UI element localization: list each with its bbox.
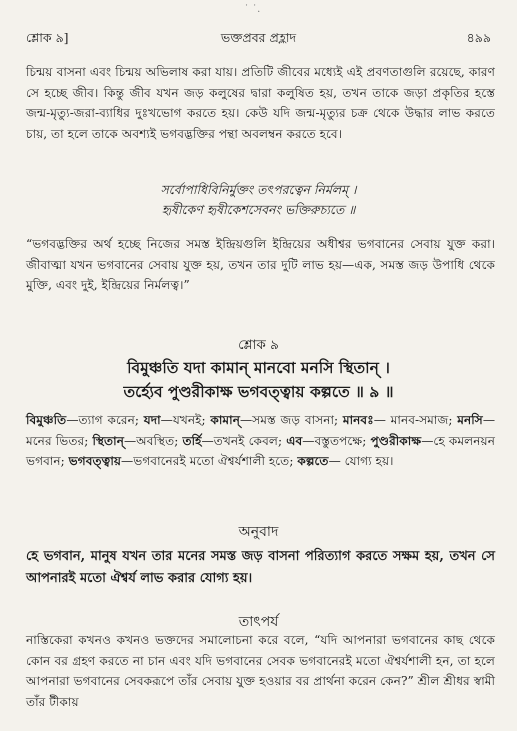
synonym-meaning: — যোগ্য হয়।	[328, 454, 394, 468]
synonym-meaning: —ভগবানেরই মতো ঐশ্বর্যশালী হতে;	[121, 454, 298, 468]
quote-verse	[0, 180, 517, 220]
intro-paragraph: চিন্ময় বাসনা এবং চিন্ময় অভিলাষ করা যায়। প্রতিটি জীবের মধ্যেই এই প্রবণতাগুলি রয়েছে, কারণ সে হচ্ছে জীব। কিন্তু জীব যখন জড় কলুষের দ্বারা কলুষিত হয়, তখন তাকে জড়া প্রকৃতির হস্তে জন্ম-মৃত্যু-জরা-ব্যাধির দুঃখভোগ করতে হয়। কেউ যদি জন্ম-মৃত্যুর চক্র থেকে উদ্ধার লাভ করতে চায়, তা হলে তাকে অবশ্যই ভগবদ্ভক্তির পন্থা অবলম্বন করতে হবে।	[26, 65, 495, 141]
synonym-meaning: —মনের ভিতর;	[26, 413, 495, 448]
quote-explanation: “ভগবদ্ভক্তির অর্থ হচ্ছে নিজের সমস্ত ইন্দ্রিয়গুলি ইন্দ্রিয়ের অধীশ্বর ভগবানের সেবায় যুক্ত করা। জীবাত্মা যখন ভগবানের সেবায় যুক্ত হয়, তখন তার দুটি লাভ হয়—এক, সমস্ত জড় উপাধি থেকে মুক্তি, এবং দুই, ইন্দ্রিয়ের নির্মলত্ব।”	[26, 237, 495, 292]
quote-verse-line-1: সর্বোপাধিবিনির্মুক্তং তৎপরত্বেন নির্মলম্ ।	[160, 182, 357, 197]
synonym-word: যদা	[143, 413, 161, 427]
scan-mark: ˙ ˙.	[244, 4, 261, 15]
sloka-line-2: তর্হ্যেব পুণ্ডরীকাক্ষ ভগবত্ত্বায় কল্পতে ॥ ৯ ॥	[123, 382, 394, 401]
header-verse-ref: শ্লোক ৯]	[26, 30, 69, 45]
synonym-meaning: —বস্তুতপক্ষে;	[302, 433, 371, 448]
synonym-word: কল্পতে	[297, 454, 329, 468]
synonym-meaning: —ত্যাগ করেন;	[66, 413, 144, 427]
synonym-word: তর্হি	[182, 433, 202, 448]
purport-heading: তাৎপর্য	[238, 614, 279, 630]
header-chapter-title: ভক্তপ্রবর প্রহ্লাদ	[220, 30, 297, 45]
word-meanings	[26, 410, 495, 472]
page-header	[26, 30, 491, 50]
synonym-word: মনসি	[457, 413, 483, 427]
sloka-label: শ্লোক ৯	[238, 337, 279, 353]
translation-text: হে ভগবান, মানুষ যখন তার মনের সমস্ত জড় বাসনা পরিত্যাগ করতে সক্ষম হয়, তখন সে আপনারই মতো ঐশ্বর্য লাভ করার যোগ্য হয়।	[26, 549, 495, 586]
synonym-meaning: — মানব-সমাজ;	[373, 413, 458, 427]
quote-verse-line-2: হৃষীকেণ হৃষীকেশসেবনং ভক্তিরুচ্যতে ॥	[161, 202, 356, 217]
sloka-line-1: বিমুঞ্চতি যদা কামান্ মানবো মনসি স্থিতান্ ।	[127, 358, 390, 377]
header-page-number: ৪৯৯	[466, 30, 491, 45]
sloka-verse	[0, 356, 517, 404]
synonym-word: পুণ্ডরীকাক্ষ	[370, 433, 422, 448]
synonym-word: এব	[286, 433, 303, 448]
synonym-meaning: —হে কমলনয়ন ভগবান;	[26, 433, 495, 468]
synonym-word: ভগবত্ত্বায়	[68, 454, 122, 468]
synonym-word: বিমুঞ্চতি	[26, 413, 67, 427]
synonym-meaning: —অবস্থিত;	[123, 433, 183, 448]
purport-text: নাস্তিকেরা কখনও কখনও ভক্তদের সমালোচনা করে বলে, “যদি আপনারা ভগবানের কাছ থেকে কোন বর গ্রহণ করতে না চান এবং যদি ভগবানের সেবক ভগবানেরই মতো ঐশ্বর্যশালী হন, তা হলে আপনারা ভগবানের সেবকরূপে তাঁর সেবায় যুক্ত হওয়ার বর প্রার্থনা করেন কেন?” শ্রীল শ্রীধর স্বামী তাঁর টীকায়	[26, 633, 495, 709]
synonym-word: স্থিতান্	[92, 433, 124, 448]
synonym-meaning: —যখনই;	[160, 413, 211, 427]
synonym-word: মানবঃ	[342, 413, 374, 427]
synonym-meaning: —সমস্ত জড় বাসনা;	[239, 413, 343, 427]
synonym-word: কামান্	[210, 413, 240, 427]
translation-heading: অনুবাদ	[238, 524, 279, 540]
synonym-meaning: —তখনই কেবল;	[201, 433, 287, 448]
